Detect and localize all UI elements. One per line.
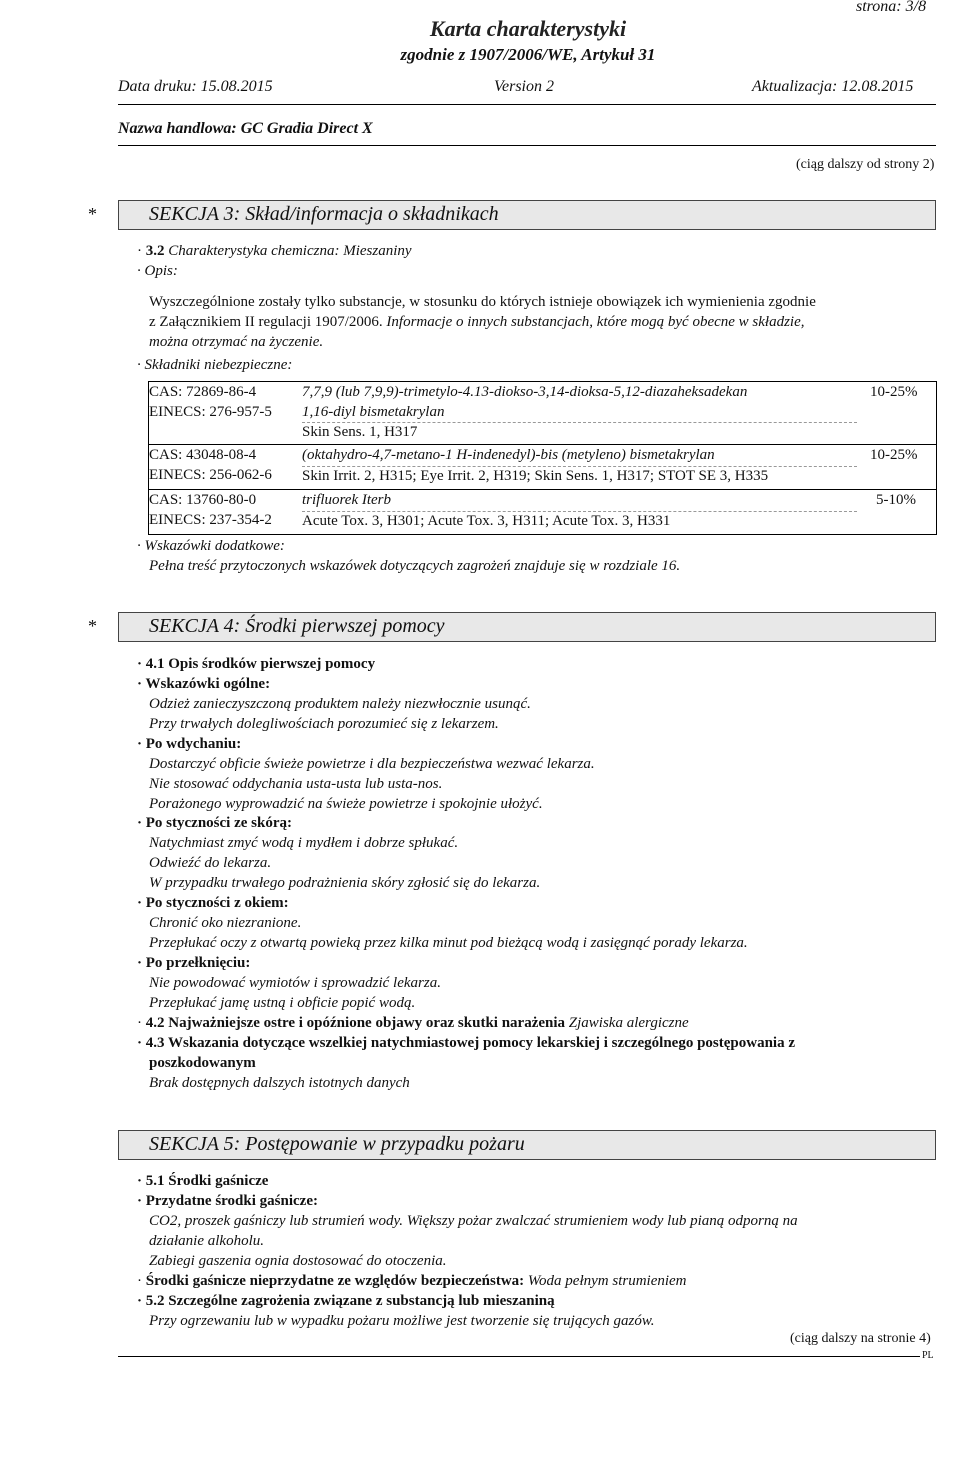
continued-from: (ciąg dalszy od strony 2) <box>796 157 935 172</box>
sec-5-2-line: · 5.2 Szczególne zagrożenia związane z substancją lub mieszaniną <box>137 1293 555 1309</box>
page-number: strona: 3/8 <box>856 0 927 15</box>
component-name: trifluorek Iterb <box>302 492 392 508</box>
concentration: 5-10% <box>876 492 916 508</box>
language-code: PL <box>922 1350 934 1361</box>
hazard-class: Skin Irrit. 2, H315; Eye Irrit. 2, H319; Skin Sens. 1, H317; STOT SE 3, H335 <box>302 468 769 484</box>
sec-4-2-line: · 4.2 Najważniejsze ostre i opóźnione objawy oraz skutki narażenia Zjawiska alergiczne <box>137 1015 689 1031</box>
skin-text-2: Odwieźć do lekarza. <box>149 855 272 871</box>
eye-text-2: Przepłukać oczy z otwartą powieką przez kilka minut pod bieżącą wodą i zasięgnąć porady lekarza. <box>149 935 748 951</box>
header-rule <box>118 104 936 105</box>
eye-label: · Po styczności z okiem: <box>137 895 289 911</box>
swallow-label: · Po przełknięciu: <box>137 955 251 971</box>
row-divider <box>302 466 857 467</box>
table-row <box>149 382 936 445</box>
suitable-text-1: CO2, proszek gaśniczy lub strumień wody. Większy pożar zwalczać strumieniem wody lub pianą odporną na <box>149 1213 798 1229</box>
cas-number: CAS: 72869-86-4 <box>149 384 257 400</box>
inhale-text-3: Porażonego wyprowadzić na świeże powietrze i spokojnie ułożyć. <box>149 796 543 812</box>
section-3-title: SEKCJA 3: Skład/informacja o składnikach <box>149 203 499 225</box>
continued-on: (ciąg dalszy na stronie 4) <box>790 1331 931 1346</box>
table-row <box>149 445 936 490</box>
document-title: Karta charakterystyki <box>429 16 627 41</box>
hazard-class: Skin Sens. 1, H317 <box>302 424 418 440</box>
section-4-header <box>118 612 936 642</box>
concentration: 10-25% <box>870 384 918 400</box>
unsuitable-line: · Środki gaśnicze nieprzydatne ze względów bezpieczeństwa: Woda pełnym strumieniem <box>137 1273 687 1289</box>
footer-rule <box>118 1356 936 1357</box>
sec-4-1-line: · 4.1 Opis środków pierwszej pomocy <box>137 656 376 672</box>
additional-notes-text: Pełna treść przytoczonych wskazówek dotyczących zagrożeń znajduje się w rozdziale 16. <box>149 558 681 574</box>
suitable-text-2: działanie alkoholu. <box>149 1233 264 1249</box>
opis-label: · Opis: <box>137 263 178 279</box>
concentration: 10-25% <box>870 447 918 463</box>
inhale-label: · Po wdychaniu: <box>137 736 242 752</box>
sec-5-2-text: Przy ogrzewaniu lub w wypadku pożaru możliwe jest tworzenie się trujących gazów. <box>149 1313 655 1329</box>
sec-4-3-text: Brak dostępnych dalszych istotnych danych <box>149 1075 410 1091</box>
einecs-number: EINECS: 237-354-2 <box>149 512 272 528</box>
component-name-cont: 1,16-diyl bismetakrylan <box>302 404 445 420</box>
table-row <box>149 490 936 534</box>
eye-text-1: Chronić oko niezranione. <box>149 915 302 931</box>
sec-4-3-line: · 4.3 Wskazania dotyczące wszelkiej natychmiastowej pomocy lekarskiej i szczególnego postępowania z <box>137 1035 795 1051</box>
sec-3-2-line: · 3.2 Charakterystyka chemiczna: Mieszaniny <box>137 243 412 259</box>
sec-5-1-line: · 5.1 Środki gaśnicze <box>137 1173 269 1189</box>
row-divider <box>302 511 857 512</box>
version: Version 2 <box>494 78 554 95</box>
suitable-label: · Przydatne środki gaśnicze: <box>137 1193 318 1209</box>
hazard-class: Acute Tox. 3, H301; Acute Tox. 3, H311; Acute Tox. 3, H331 <box>302 513 671 529</box>
general-text-2: Przy trwałych dolegliwościach porozumieć się z lekarzem. <box>149 716 499 732</box>
inhale-text-1: Dostarczyć obficie świeże powietrze i dla bezpieczeństwa wezwać lekarza. <box>149 756 595 772</box>
section-4-title: SEKCJA 4: Środki pierwszej pomocy <box>149 615 445 637</box>
additional-notes-label: · Wskazówki dodatkowe: <box>137 538 285 554</box>
general-text-1: Odzież zanieczyszczoną produktem należy niezwłocznie usunąć. <box>149 696 531 712</box>
update-date: Aktualizacja: 12.08.2015 <box>752 78 914 95</box>
hazardous-components-label: · Składniki niebezpieczne: <box>137 357 293 373</box>
changed-marker: * <box>88 616 97 636</box>
section-3-header <box>118 200 936 230</box>
trade-name: Nazwa handlowa: GC Gradia Direct X <box>118 120 373 137</box>
print-date: Data druku: 15.08.2015 <box>118 78 273 95</box>
einecs-number: EINECS: 276-957-5 <box>149 404 272 420</box>
document-subtitle: zgodnie z 1907/2006/WE, Artykuł 31 <box>400 45 656 64</box>
cas-number: CAS: 43048-08-4 <box>149 447 257 463</box>
section-5-header <box>118 1130 936 1160</box>
einecs-number: EINECS: 256-062-6 <box>149 467 272 483</box>
component-name: (oktahydro-4,7-metano-1 H-indenedyl)-bis (metyleno) bismetakrylan <box>302 447 715 463</box>
changed-marker: * <box>88 204 97 224</box>
section-3-description: Wyszczególnione zostały tylko substancje, w stosunku do których istnieje obowiązek ich wymienienia zgodnie z Załącznikiem II regulacji 1907/2006. Informacje o innych substancjach, które mogą być obecne w składzie, można otrzymać na życzenie. <box>149 294 816 350</box>
row-divider <box>302 422 857 423</box>
trade-name-rule <box>118 145 936 146</box>
section-5-title: SEKCJA 5: Postępowanie w przypadku pożaru <box>149 1133 525 1155</box>
skin-label: · Po styczności ze skórą: <box>137 815 292 831</box>
sec-4-3-line-cont: poszkodowanym <box>149 1055 256 1071</box>
cas-number: CAS: 13760-80-0 <box>149 492 257 508</box>
general-label: · Wskazówki ogólne: <box>137 676 271 692</box>
components-table <box>148 381 937 535</box>
swallow-text-2: Przepłukać jamę ustną i obficie popić wodą. <box>149 995 416 1011</box>
inhale-text-2: Nie stosować oddychania usta-usta lub usta-nos. <box>149 776 443 792</box>
component-name: 7,7,9 (lub 7,9,9)-trimetylo-4.13-diokso-3,14-dioksa-5,12-diazaheksadekan <box>302 384 748 400</box>
skin-text-1: Natychmiast zmyć wodą i mydłem i dobrze spłukać. <box>149 835 459 851</box>
skin-text-3: W przypadku trwałego podrażnienia skóry zgłosić się do lekarza. <box>149 875 541 891</box>
swallow-text-1: Nie powodować wymiotów i sprowadzić lekarza. <box>149 975 441 991</box>
suitable-text-3: Zabiegi gaszenia ognia dostosować do otoczenia. <box>149 1253 447 1269</box>
